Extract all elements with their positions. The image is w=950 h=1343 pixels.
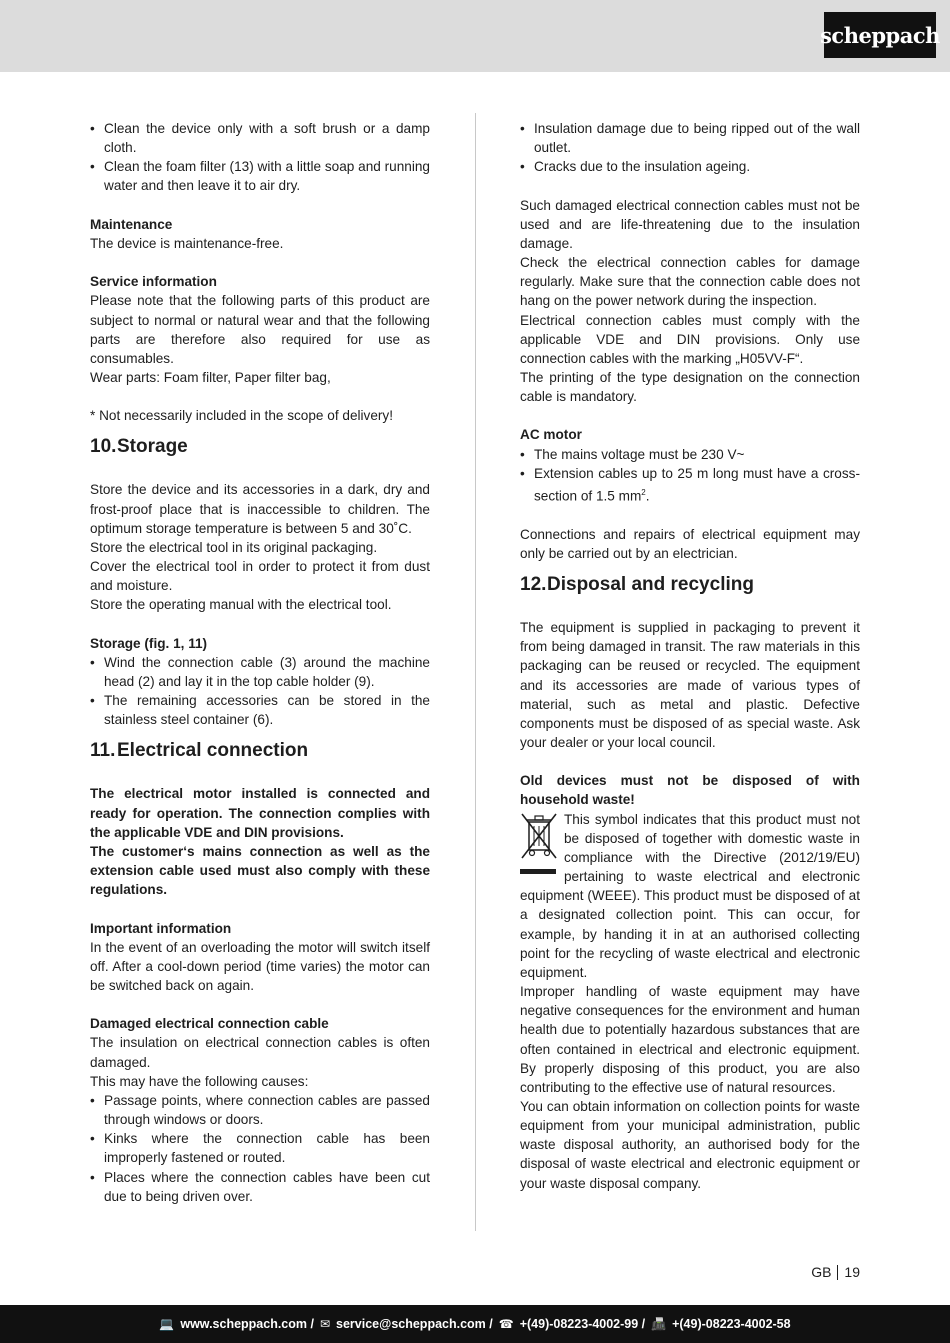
- list-item: • Passage points, where connection cables are passed through windows or doors.: [90, 1091, 430, 1129]
- right-column: [520, 119, 860, 1193]
- list-item: • Places where the connection cables have been cut due to being driven over.: [90, 1168, 430, 1206]
- list-item: • Cracks due to the insulation ageing.: [520, 157, 860, 176]
- crossed-bin-icon: [520, 812, 558, 874]
- fax-number: +(49)-08223-4002-58: [672, 1317, 791, 1331]
- computer-icon: 💻: [159, 1317, 175, 1331]
- contact-footer: [0, 1305, 950, 1343]
- list-item: • Clean the device only with a soft brush or a damp cloth.: [90, 119, 430, 157]
- weee-text: This symbol indicates that this product must not be disposed of together with domestic waste in compliance with the Directive (2012/19/EU) pertaining to waste electrical and electronic equipment (WEEE). This product must be disposed of at a designated collection point. This can occur, for example, by handing it in at an authorised collecting point for the recycling of waste electrical and electronic equipment.: [520, 811, 860, 980]
- cause-list: [520, 119, 860, 176]
- ac-motor-list: [520, 445, 860, 506]
- list-item: • The mains voltage must be 230 V~: [520, 445, 860, 464]
- column-divider: [475, 113, 476, 1231]
- old-devices-heading: Old devices must not be disposed of with household waste!: [520, 773, 860, 808]
- ac-motor-heading: AC motor: [520, 427, 582, 443]
- damaged-text: This may have the following causes:: [90, 1073, 309, 1089]
- left-column: [90, 119, 430, 1206]
- page-separator: [837, 1265, 838, 1280]
- cable-paragraph: The printing of the type designation on the connection cable is mandatory.: [520, 370, 860, 405]
- electrical-bold-text: The customer‘s mains connection as well as the extension cable used must also comply with these regulations.: [90, 843, 430, 898]
- section-heading-disposal: [520, 572, 860, 598]
- section-heading-electrical: [90, 738, 430, 764]
- storage-list: [90, 653, 430, 730]
- section-title: Storage: [117, 436, 188, 458]
- email-link[interactable]: service@scheppach.com /: [336, 1317, 493, 1331]
- list-item: • Clean the foam filter (13) with a little soap and running water and then leave it to air dry.: [90, 157, 430, 195]
- cable-paragraph: Electrical connection cables must comply with the applicable VDE and DIN provisions. Only use connection cables with the marking „H05VV-F“.: [520, 312, 860, 366]
- electrical-bold-text: The electrical motor installed is connected and ready for operation. The connection complies with the applicable VDE and DIN provisions.: [90, 786, 430, 840]
- page-number: [811, 1264, 860, 1280]
- list-item: • Kinks where the connection cable has been improperly fastened or routed.: [90, 1129, 430, 1167]
- disposal-text: The equipment is supplied in packaging to prevent it from being damaged in transit. The raw materials in this packaging can be reused or recycled. The equipment and its accessories are made of various types of material, such as metal and plastic. Defective components must be disposed of as special waste. Ask your dealer or your local council.: [520, 620, 860, 751]
- section-number: 11.: [90, 740, 116, 762]
- maintenance-text: The device is maintenance-free.: [90, 235, 284, 251]
- damaged-causes-list: [90, 1091, 430, 1206]
- service-text: Please note that the following parts of this product are subject to normal or natural wear and that the following parts are therefore also required for use as consumables.: [90, 293, 430, 366]
- weee-block: [520, 810, 860, 982]
- collection-points-text: You can obtain information on collection points for waste equipment from your municipal administration, public waste disposal authority, an authorised body for the disposal of waste electrical and electronic equipment or your waste disposal company.: [520, 1098, 860, 1191]
- phone-number: +(49)-08223-4002-99 /: [519, 1317, 646, 1331]
- weee-bar: [520, 869, 556, 874]
- damaged-heading: Damaged electrical connection cable: [90, 1016, 329, 1032]
- important-text: In the event of an overloading the motor will switch itself off. After a cool-down period (time varies) the motor can be switched back on again.: [90, 939, 430, 994]
- page-number-value: 19: [844, 1264, 860, 1280]
- list-item: • The remaining accessories can be stored in the stainless steel container (6).: [90, 691, 430, 729]
- section-number: 10.: [90, 436, 117, 458]
- list-item: • Insulation damage due to being ripped out of the wall outlet.: [520, 119, 860, 157]
- header-band: [0, 0, 950, 72]
- important-heading: Important information: [90, 920, 232, 936]
- section-number: 12.: [520, 574, 547, 596]
- wear-parts-text: Wear parts: Foam filter, Paper filter bag,: [90, 370, 331, 385]
- storage-fig-heading: Storage (fig. 1, 11): [90, 635, 208, 651]
- website-link[interactable]: www.scheppach.com /: [180, 1317, 314, 1331]
- improper-handling-text: Improper handling of waste equipment may have negative consequences for the environment and human health due to potentially hazardous substances that are often contained in electrical and electronic equipment. By properly disposing of this product, you are also contributing to the effective use of natural resources.: [520, 984, 860, 1095]
- section-title: Disposal and recycling: [547, 574, 754, 596]
- superscript: 2: [641, 487, 646, 497]
- phone-icon: ☎: [498, 1317, 514, 1331]
- language-code: GB: [811, 1264, 832, 1280]
- brand-logo-text: scheppach: [820, 22, 940, 48]
- list-item: • Wind the connection cable (3) around the machine head (2) and lay it in the top cable holder (9).: [90, 653, 430, 691]
- storage-paragraph: Store the operating manual with the electrical tool.: [90, 597, 392, 613]
- storage-paragraph: Cover the electrical tool in order to protect it from dust and moisture.: [90, 559, 430, 594]
- maintenance-heading: Maintenance: [90, 216, 173, 232]
- fax-icon: 📠: [651, 1317, 667, 1331]
- list-item: [520, 464, 860, 506]
- damaged-text: The insulation on electrical connection cables is often damaged.: [90, 1035, 430, 1070]
- mail-icon: ✉: [319, 1317, 331, 1331]
- list-item-end: .: [645, 488, 650, 504]
- electrician-text: Connections and repairs of electrical equipment may only be carried out by an electrician.: [520, 526, 860, 561]
- cable-paragraph: Such damaged electrical connection cables must not be used and are life-threatening due to the insulation damage.: [520, 197, 860, 251]
- delivery-note: * Not necessarily included in the scope of delivery!: [90, 408, 393, 424]
- section-heading-storage: [90, 434, 430, 460]
- storage-paragraph: Store the electrical tool in its original packaging.: [90, 539, 378, 555]
- service-heading: Service information: [90, 274, 217, 290]
- storage-paragraph: Store the device and its accessories in a dark, dry and frost-proof place that is inaccessible to children. The optimum storage temperature is between 5 and 30˚C.: [90, 482, 430, 536]
- cable-paragraph: Check the electrical connection cables for damage regularly. Make sure that the connection cable does not hang on the power network during the inspection.: [520, 255, 860, 309]
- brand-logo: [820, 12, 940, 58]
- list-item-text: Extension cables up to 25 m long must have a cross-section of 1.5 mm: [534, 465, 860, 504]
- cleaning-list: [90, 119, 430, 196]
- section-title: Electrical connection: [117, 740, 309, 762]
